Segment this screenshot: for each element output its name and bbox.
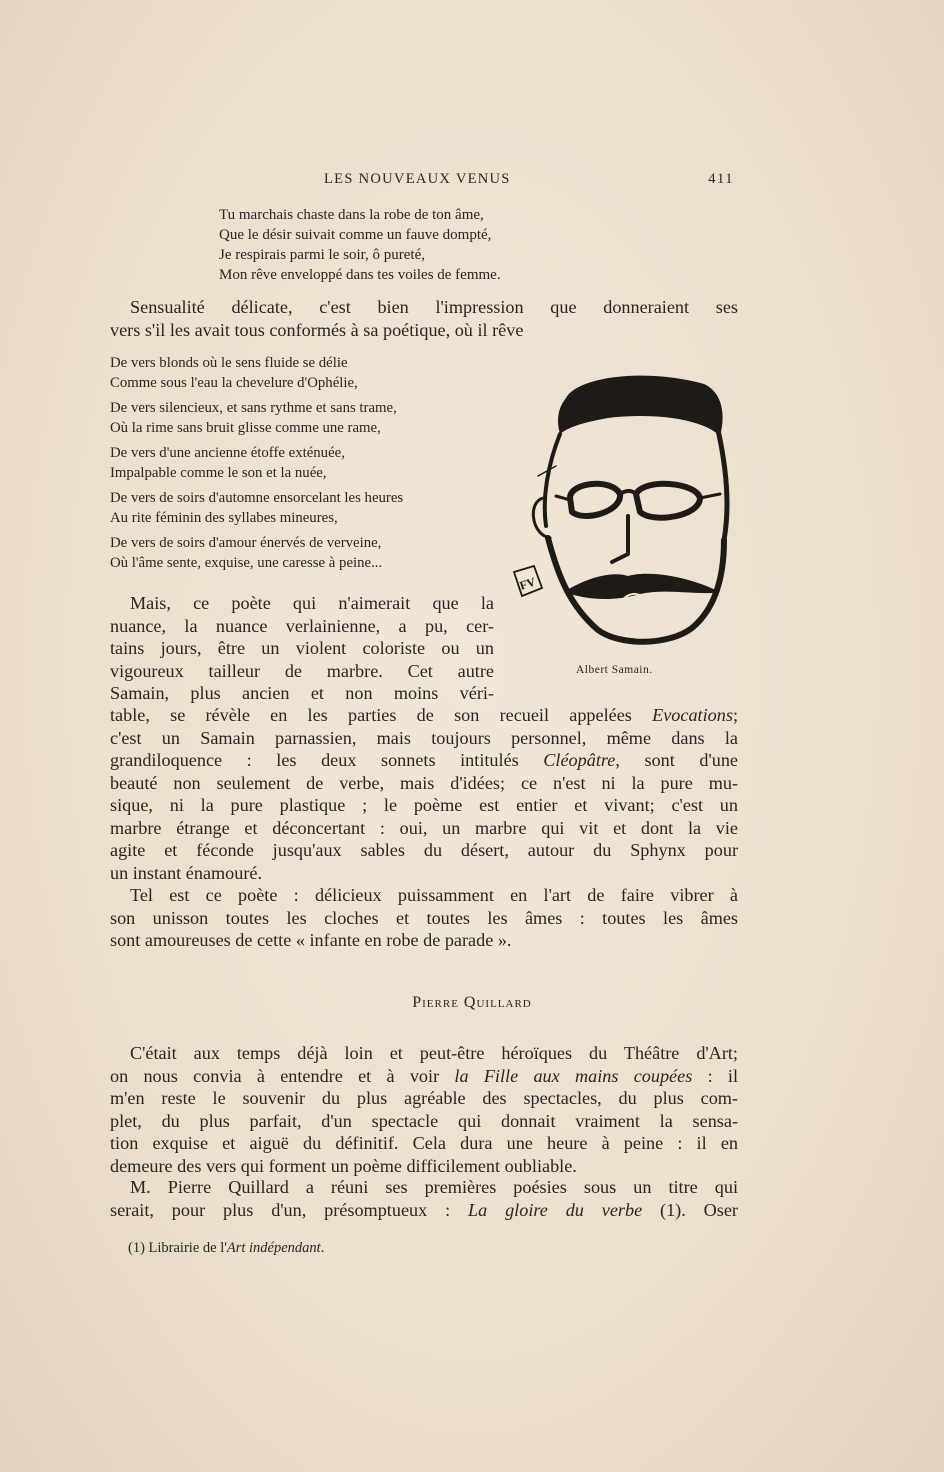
text-line: tion exquise et aiguë du définitif. Cela dura une heure à peine : il en	[110, 1133, 738, 1153]
text-line: demeure des vers qui forment un poème difficilement oubliable.	[110, 1155, 577, 1176]
paragraph-quillard	[110, 1176, 738, 1221]
text-line: Tel est ce poète : délicieux puissamment en l'art de faire vibrer à	[130, 885, 738, 905]
paragraph-samain-narrow	[110, 592, 494, 705]
title-gloire: La gloire du verbe	[468, 1199, 643, 1220]
portrait-illustration	[508, 366, 734, 686]
title-evocations: Evocations	[652, 705, 733, 725]
paragraph-sensualite	[110, 296, 738, 341]
verse-line: De vers de soirs d'automne ensorcelant les heures	[110, 490, 404, 506]
text-line: plet, du plus parfait, d'un spectacle qui donnait vraiment la sensa-	[110, 1110, 738, 1131]
monogram-text: FV	[517, 574, 538, 593]
text-line: Mais, ce poète qui n'aimerait que la	[130, 593, 494, 613]
text-line: Sensualité délicate, c'est bien l'impression que donneraient ses	[130, 297, 738, 317]
text-line: table, se révèle en les parties de son recueil appelées Evocations;	[110, 705, 738, 725]
verse-line: Où la rime sans bruit glisse comme une rame,	[110, 419, 381, 436]
verse-line: Au rite féminin des syllabes mineures,	[110, 509, 338, 526]
paragraph-theatre	[110, 1042, 738, 1177]
couplet	[110, 534, 403, 573]
quoted-stanza	[219, 205, 501, 285]
section-heading-first: Pierre	[412, 994, 459, 1011]
verse-line: Tu marchais chaste dans la robe de ton âme,	[219, 207, 484, 223]
text-line: son unisson toutes les cloches et toutes les âmes : toutes les âmes	[110, 907, 738, 928]
figure-caption: Albert Samain.	[576, 664, 653, 676]
text-line: m'en reste le souvenir du plus agréable des spectacles, du plus com-	[110, 1088, 738, 1108]
text-line: un instant énamouré.	[110, 862, 263, 883]
footnote-ref: (1). Oser	[642, 1199, 738, 1220]
text-line: marbre étrange et déconcertant : oui, un marbre qui vit et dont la vie	[110, 817, 738, 838]
text-line: beauté non seulement de verbe, mais d'idées; ce n'est ni la pure mu-	[110, 772, 738, 793]
title-cleopatre: Cléopâtre	[543, 750, 616, 770]
verse-line: De vers silencieux, et sans rythme et sans trame,	[110, 400, 397, 416]
text-line: tains jours, être un violent coloriste ou un	[110, 638, 494, 658]
title-fille: la Fille aux mains coupées	[454, 1065, 693, 1086]
couplet	[110, 399, 403, 438]
couplet	[110, 489, 403, 528]
text-line: agite et féconde jusqu'aux sables du désert, autour du Sphynx pour	[110, 840, 738, 860]
artist-monogram	[514, 566, 542, 596]
paragraph-tel-est	[110, 884, 738, 952]
running-title: LES NOUVEAUX VENUS	[324, 171, 511, 187]
verse-line: Mon rêve enveloppé dans tes voiles de femme.	[219, 267, 501, 283]
text-line: C'était aux temps déjà loin et peut-être héroïques du Théâtre d'Art;	[130, 1043, 738, 1063]
verse-line: De vers blonds où le sens fluide se délie	[110, 355, 348, 371]
verse-line: Impalpable comme le son et la nuée,	[110, 464, 327, 481]
footnote: (1) Librairie de l'Art indépendant.	[128, 1240, 325, 1256]
text-line: grandiloquence : les deux sonnets intitulés Cléopâtre, sont d'une	[110, 750, 739, 770]
verse-line: Je respirais parmi le soir, ô pureté,	[219, 247, 426, 263]
text-line: serait, pour plus d'un, présomptueux : La gloire du verbe (1). Oser	[110, 1199, 738, 1220]
text-line: vigoureux tailleur de marbre. Cet autre	[110, 660, 494, 681]
text-line: Samain, plus ancien et non moins véri-	[110, 683, 494, 703]
couplet	[110, 354, 403, 393]
text-line: sont amoureuses de cette « infante en robe de parade ».	[110, 930, 512, 950]
verse-line: Que le désir suivait comme un fauve dompté,	[219, 227, 492, 243]
couplet	[110, 444, 403, 483]
section-heading	[0, 994, 944, 1012]
text-line: M. Pierre Quillard a réuni ses premières poésies sous un titre qui	[130, 1177, 738, 1197]
portrait-caricature-icon	[508, 366, 734, 686]
page-number: 411	[708, 171, 734, 187]
text-line: on nous convia à entendre et à voir la Fille aux mains coupées : il	[110, 1065, 739, 1086]
verse-line: Où l'âme sente, exquise, une caresse à peine...	[110, 554, 383, 571]
verse-line: Comme sous l'eau la chevelure d'Ophélie,	[110, 374, 358, 391]
paragraph-samain-continued	[110, 704, 738, 884]
verse-line: De vers de soirs d'amour énervés de verveine,	[110, 535, 382, 551]
text-line: nuance, la nuance verlainienne, a pu, cer-	[110, 615, 494, 636]
text-line: vers s'il les avait tous conformés à sa poétique, où il rêve	[110, 319, 524, 340]
text-line: sique, ni la pure plastique ; le poème est entier et vivant; c'est un	[110, 795, 738, 815]
text-line: c'est un Samain parnassien, mais toujours personnel, même dans la	[110, 727, 738, 748]
section-heading-last: Quillard	[463, 994, 532, 1011]
verse-line: De vers d'une ancienne étoffe exténuée,	[110, 445, 345, 461]
running-header	[108, 171, 738, 191]
quoted-couplets	[110, 354, 403, 579]
